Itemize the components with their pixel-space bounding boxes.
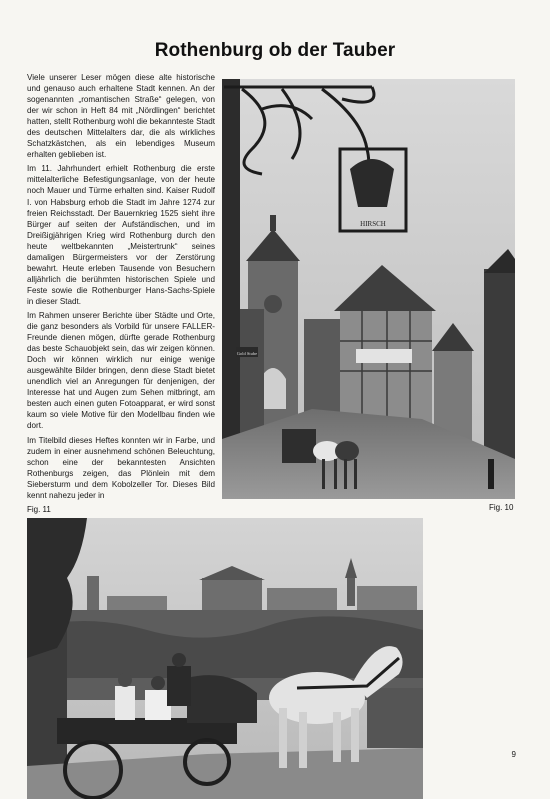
photo-horse-carriage-panorama <box>27 518 423 799</box>
paragraph-4: Im Titelbild dieses Heftes konnten wir in Farbe, und zudem in einer ausnehmend schönen Beleuchtung, schon eine der bekanntesten Ansichten Rothenburgs zeigen, das Plönlein mit dem Siebersturm und dem Kobolzeller Tor. Dieses Bild kennt nahezu jeder in <box>27 435 215 500</box>
paragraph-1: Viele unserer Leser mögen diese alte historische und genauso auch erhaltene Stadt kennen. An der sogenannten „romantischen Straße“ gelegen, von der wir schon in Heft 84 mit „Nördlingen“ berichtet hatten, stellt Rothenburg wohl die bekannteste Stadt des deutschen Mittelalters dar, die als wirkliches Schatzkästchen, als ein lebendiges Museum erhalten geblieben ist. <box>27 73 215 160</box>
paragraph-3: Im Rahmen unserer Berichte über Städte und Orte, die ganz besonders als Vorbild für unsere FALLER-Freunde dienen mögen, dürfte gerade Rothenburg das beste Schauobjekt sein, das wir zeigen können. Doch wir können wirklich nur einige wenige ausgewählte Bilder bringen, denn diese Stadt bietet unendlich viel an Anregungen für denjenigen, der Interesse hat und Augen zum Sehen mitbringt, am besten auch einen guten Fotoapparat, er wird sonst kaum so viele Motive für den Modellbau finden wie dort. <box>27 310 215 431</box>
inn-sign-text: HIRSCH <box>360 220 386 228</box>
paragraph-2: Im 11. Jahrhundert erhielt Rothenburg die erste mittelalterliche Befestigungsanlage, von der heute noch Mauer und Türme erhalten sind. Kaiser Rudolf I. von Habsburg erhob die Stadt im Jahre 1274 zur freien Reichsstadt. Der Bauernkrieg 1525 sieht ihre Bürger auf seiten der Aufständischen, und im Dreißigjährigen Krieg wird Rothenburg durch den heute weltbekannten „Meistertrunk“ seines damaligen Bürgermeisters vor der Zerstörung bewahrt. Heute erleben Tausende von Besuchern alljährlich die berühmten historischen Spiele und Feste sowie die Rothenburger Hans-Sachs-Spiele in dieser Stadt. <box>27 164 215 306</box>
figure-11-label: Fig. 11 <box>27 505 51 514</box>
page-title: Rothenburg ob der Tauber <box>154 40 396 61</box>
photo-ploenlein-street <box>222 79 515 499</box>
shop-sign-text: Gold Stube <box>236 351 258 356</box>
article-text-column <box>27 72 215 504</box>
page-number: 9 <box>511 750 516 759</box>
figure-10-label: Fig. 10 <box>489 503 514 512</box>
